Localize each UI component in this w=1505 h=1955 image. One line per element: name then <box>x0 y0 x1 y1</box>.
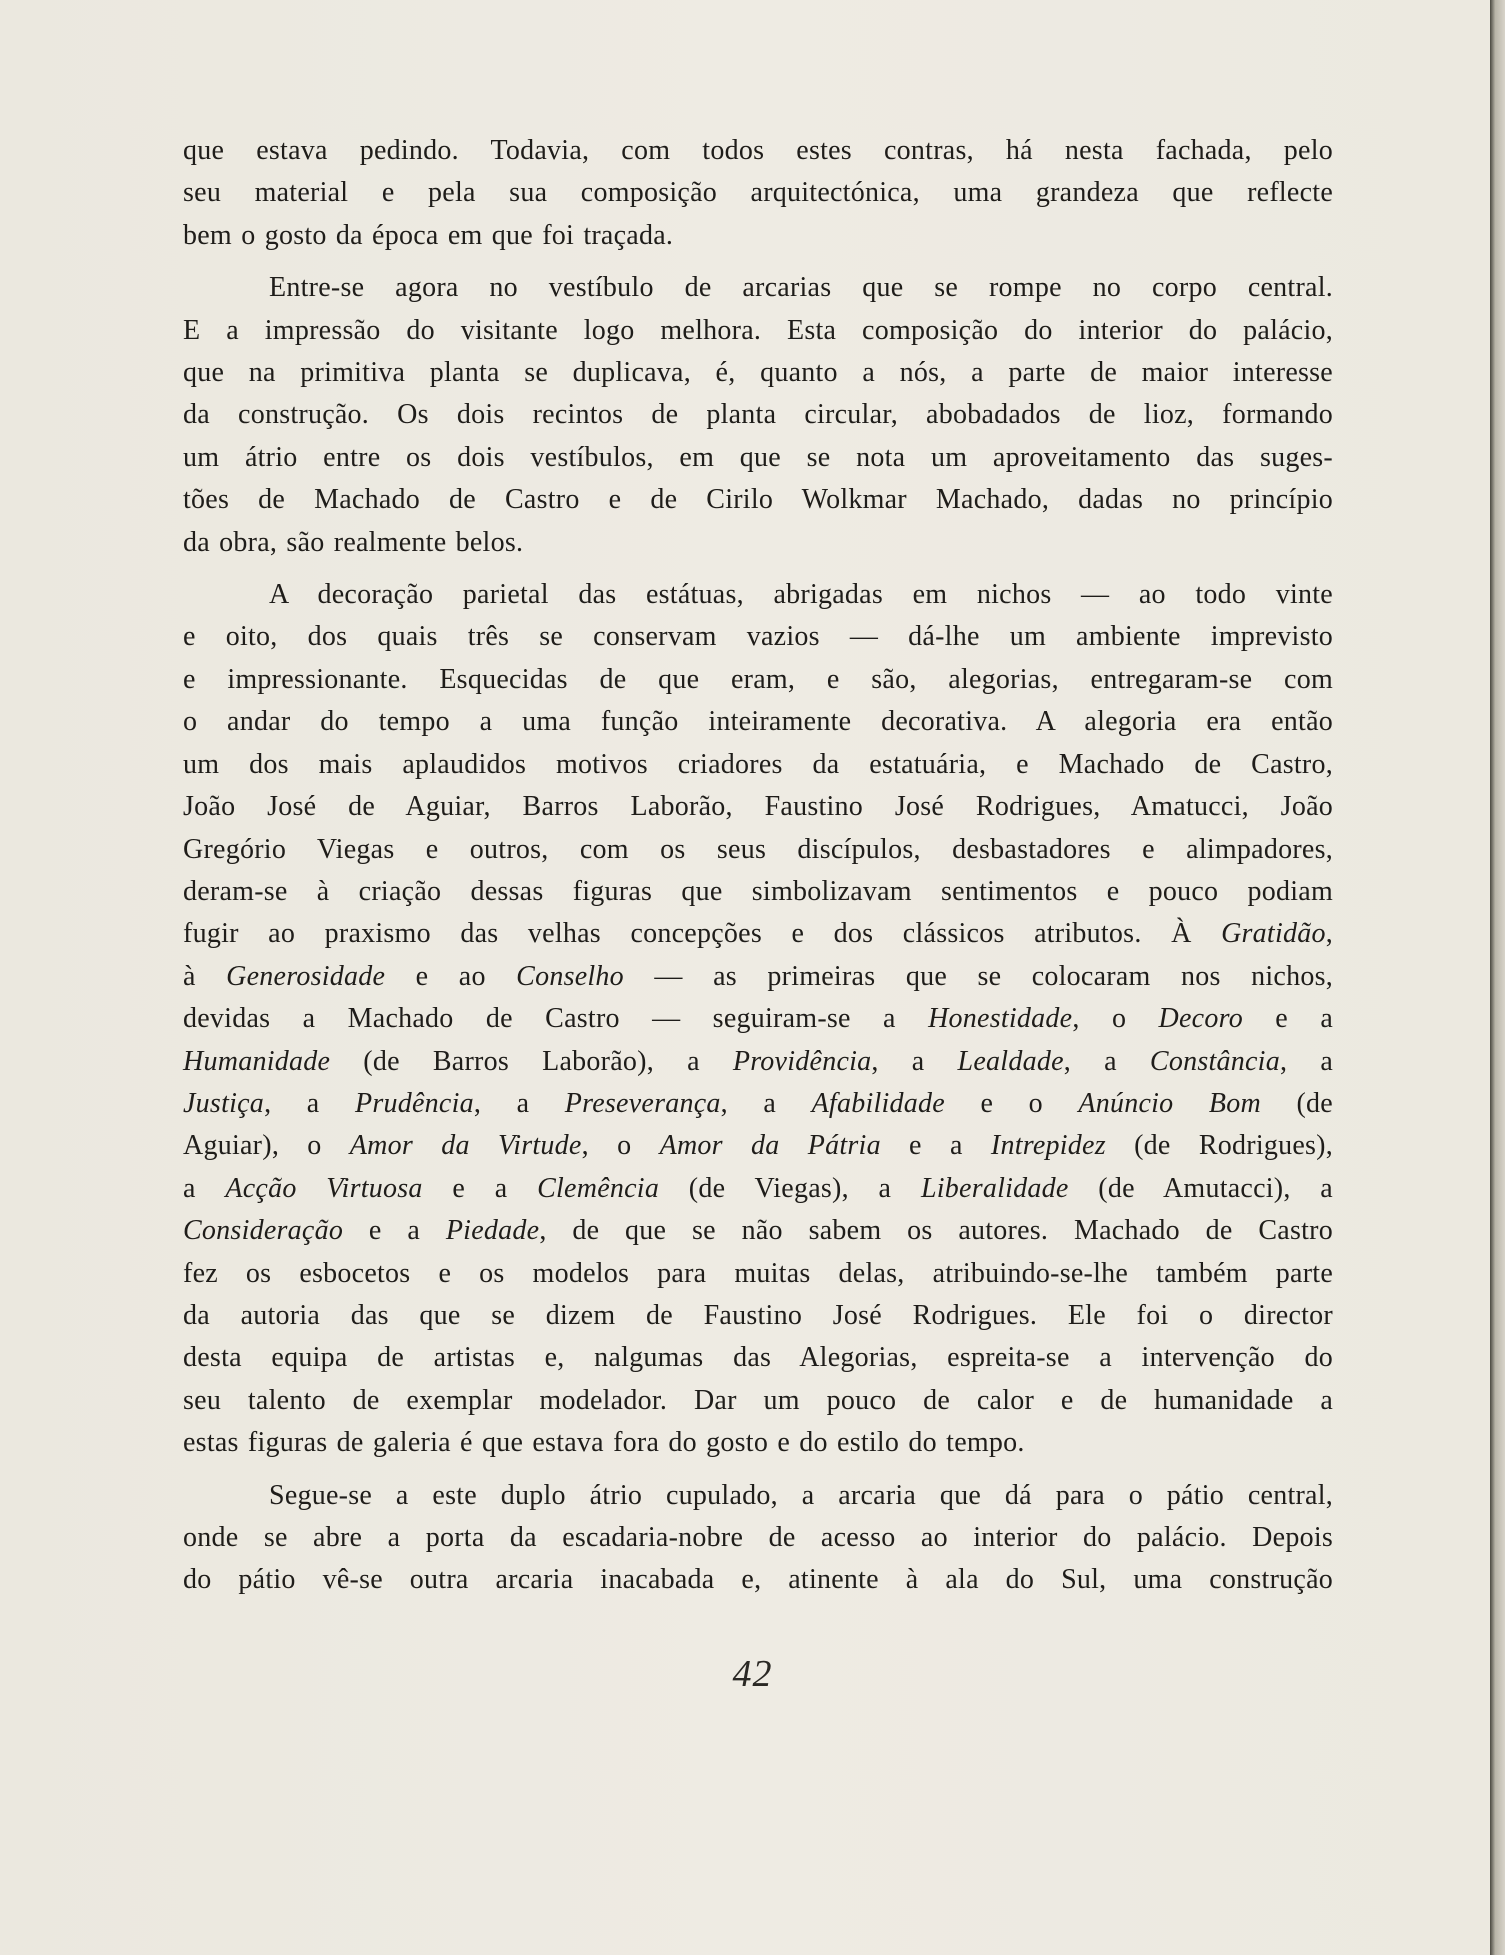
text-line: seu material e pela sua composição arquitectónica, uma grandeza que reflecte <box>183 177 1333 209</box>
text-line: fez os esbocetos e os modelos para muitas delas, atribuindo-se-lhe também parte <box>183 1257 1333 1289</box>
text-line: um dos mais aplaudidos motivos criadores da estatuária, e Machado de Castro, <box>183 748 1333 780</box>
text-line: e impressionante. Esquecidas de que eram, e são, alegorias, entregaram-se com <box>183 663 1333 695</box>
text-line: do pátio vê-se outra arcaria inacabada e, atinente à ala do Sul, uma construção <box>183 1564 1333 1596</box>
text-line: Segue-se a este duplo átrio cupulado, a arcaria que dá para o pátio central, <box>269 1479 1333 1511</box>
text-line: A decoração parietal das estátuas, abrigadas em nichos — ao todo vinte <box>269 579 1333 611</box>
text-line: onde se abre a porta da escadaria-nobre de acesso ao interior do palácio. Depois <box>183 1522 1333 1553</box>
text-line: Consideração e a Piedade, de que se não sabem os autores. Machado de Castro <box>183 1215 1333 1247</box>
text-line: seu talento de exemplar modelador. Dar um pouco de calor e de humanidade a <box>183 1384 1333 1416</box>
text-line: Entre-se agora no vestíbulo de arcarias que se rompe no corpo central. <box>269 272 1333 304</box>
text-line: e oito, dos quais três se conservam vazios — dá-lhe um ambiente imprevisto <box>183 621 1333 653</box>
body-text <box>183 130 1333 1602</box>
text-line: um átrio entre os dois vestíbulos, em que se nota um aproveitamento das suges- <box>183 441 1333 473</box>
text-line: devidas a Machado de Castro — seguiram-se a Honestidade, o Decoro e a <box>183 1003 1333 1035</box>
text-line: que estava pedindo. Todavia, com todos estes contras, há nesta fachada, pelo <box>183 135 1333 166</box>
text-line: Gregório Viegas e outros, com os seus discípulos, desbastadores e alimpadores, <box>183 833 1333 865</box>
text-line: deram-se à criação dessas figuras que simbolizavam sentimentos e pouco podiam <box>183 875 1333 907</box>
text-line: desta equipa de artistas e, nalgumas das Alegorias, espreita-se a intervenção do <box>183 1342 1333 1374</box>
page-binding-edge <box>1490 0 1505 1955</box>
text-line: fugir ao praxismo das velhas concepções e dos clássicos atributos. À Gratidão, <box>183 918 1333 950</box>
text-line: E a impressão do visitante logo melhora. Esta composição do interior do palácio, <box>183 314 1333 346</box>
text-line: da construção. Os dois recintos de planta circular, abobadados de lioz, formando <box>183 399 1333 431</box>
text-line: João José de Aguiar, Barros Laborão, Faustino José Rodrigues, Amatucci, João <box>183 791 1333 823</box>
page-number: 42 <box>732 1653 773 1695</box>
text-line: da autoria das que se dizem de Faustino José Rodrigues. Ele foi o director <box>183 1299 1333 1331</box>
text-line: que na primitiva planta se duplicava, é, quanto a nós, a parte de maior interesse <box>183 357 1333 389</box>
text-line: Justiça, a Prudência, a Preseverança, a Afabilidade e o Anúncio Bom (de <box>183 1087 1333 1119</box>
text-line: a Acção Virtuosa e a Clemência (de Viegas), a Liberalidade (de Amutacci), a <box>183 1172 1333 1204</box>
text-line: tões de Machado de Castro e de Cirilo Wolkmar Machado, dadas no princípio <box>183 484 1333 516</box>
text-line: bem o gosto da época em que foi traçada. <box>183 219 674 251</box>
text-line: da obra, são realmente belos. <box>183 526 524 558</box>
text-line: Aguiar), o Amor da Virtude, o Amor da Pátria e a Intrepidez (de Rodrigues), <box>183 1130 1334 1162</box>
text-line: Humanidade (de Barros Laborão), a Providência, a Lealdade, a Constância, a <box>183 1045 1333 1077</box>
text-line: o andar do tempo a uma função inteiramente decorativa. A alegoria era então <box>183 706 1333 738</box>
text-line: estas figuras de galeria é que estava fora do gosto e do estilo do tempo. <box>183 1427 1025 1459</box>
text-line: à Generosidade e ao Conselho — as primeiras que se colocaram nos nichos, <box>183 960 1333 992</box>
